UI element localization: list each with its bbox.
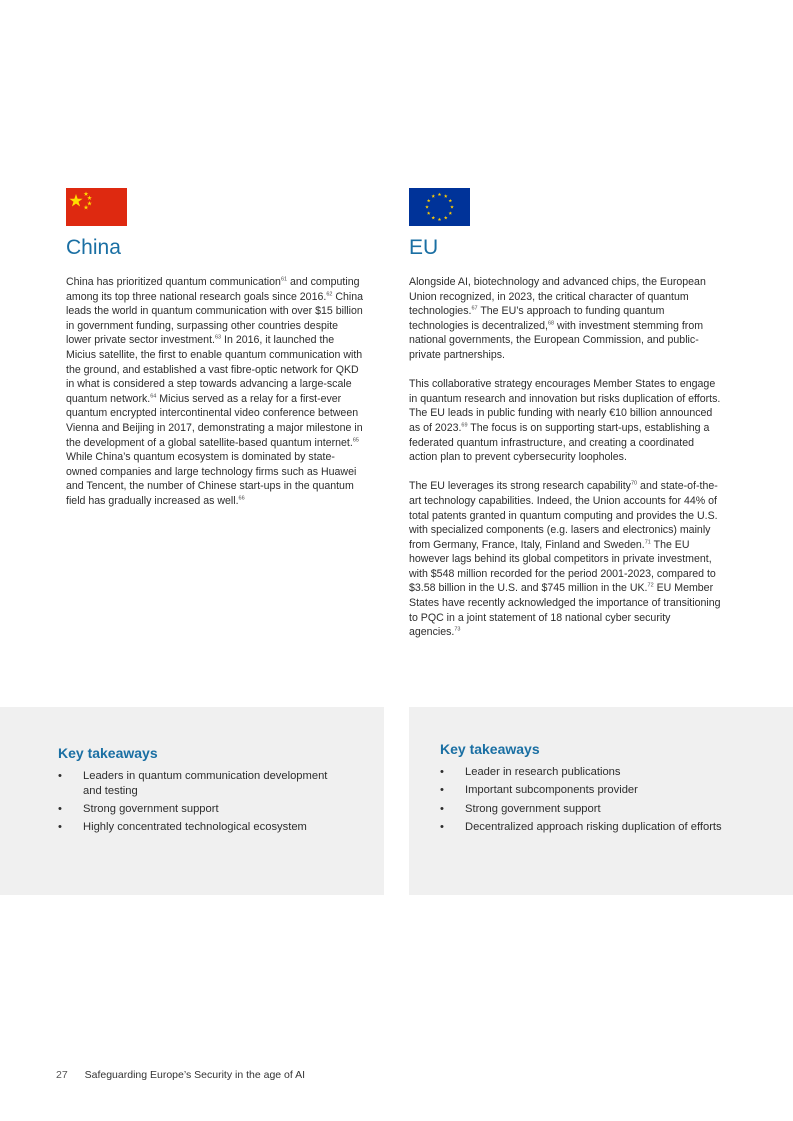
eu-heading: EU	[409, 236, 439, 259]
list-item-text: Important subcomponents provider	[465, 784, 638, 797]
eu-body	[409, 275, 723, 654]
text-run: China has prioritized quantum communication	[66, 276, 281, 288]
text-run: In 2016, it launched the Micius satellite, the first to enable quantum communication with the ground, and established a vast fibre-optic network for QKD in what is considered a step towards advancing a large-scale quantum network.	[66, 334, 363, 405]
bullet-icon: •	[58, 803, 62, 816]
list-item	[440, 783, 740, 798]
footnote-ref: 67	[471, 305, 478, 312]
eu-takeaways-title: Key takeaways	[440, 741, 540, 757]
list-item	[440, 820, 740, 835]
footnote-ref: 65	[352, 437, 359, 443]
footnote-ref: 68	[547, 320, 555, 327]
text-run: The EU however lags behind its global competitors in private investment, with $548 million recorded for the period 2001-2023, compared to $3.58 billion in the U.S. and $745 million in the UK.	[409, 538, 716, 595]
footnote-ref: 73	[454, 626, 461, 633]
footnote-ref: 64	[150, 393, 157, 400]
list-item	[58, 820, 348, 835]
bullet-icon: •	[440, 784, 444, 797]
footnote-ref: 61	[280, 276, 288, 283]
list-item-text: Highly concentrated technological ecosystem	[83, 821, 307, 834]
list-item-text: Strong government support	[465, 802, 601, 815]
text-run: This collaborative strategy encourages Member States to engage in quantum research and innovation but risks duplication of efforts. The EU leads in public funding with nearly €10 billion announced as of 2023.	[409, 378, 721, 434]
china-takeaways-title: Key takeaways	[58, 745, 158, 761]
list-item-text: Strong government support	[83, 803, 219, 816]
eu-flag-icon	[409, 188, 470, 226]
text-run: Micius served as a relay for a first-ever quantum encrypted intercontinental video conference between Vienna and Beijing in 2017, demonstrating a major milestone in the development of a global satellite-based quantum internet.	[66, 392, 363, 449]
china-heading: China	[66, 236, 121, 259]
china-paragraph	[66, 275, 366, 509]
eu-paragraph	[409, 377, 723, 465]
list-item	[58, 769, 348, 799]
bullet-icon: •	[58, 770, 62, 782]
eu-takeaways-list	[440, 765, 740, 838]
list-item-text: Leader in research publications	[465, 766, 621, 778]
china-body	[66, 275, 366, 523]
bullet-icon: •	[440, 802, 444, 815]
bullet-icon: •	[58, 821, 62, 834]
text-run: with investment stemming from national governments, the European Commission, and public-private partnerships.	[409, 319, 704, 361]
footer-title: Safeguarding Europe’s Security in the age of AI	[84, 1069, 306, 1081]
eu-paragraph	[409, 479, 723, 640]
text-run: EU Member States have recently acknowledged the importance of transitioning to PQC in a joint statement of 18 national cyber security agencies.	[409, 582, 721, 639]
list-item-text: Leaders in quantum communication development and testing	[83, 770, 328, 797]
list-item	[440, 765, 740, 780]
page-footer	[56, 1069, 305, 1081]
china-flag-icon	[66, 188, 127, 226]
list-item-text: Decentralized approach risking duplication of efforts	[465, 820, 722, 833]
eu-paragraph	[409, 275, 723, 363]
text-run: Alongside AI, biotechnology and advanced chips, the European Union recognized, in 2023, the critical character of quantum technologies.	[409, 276, 706, 318]
list-item	[440, 802, 740, 817]
footnote-ref: 69	[461, 422, 468, 429]
footnote-ref: 72	[647, 582, 654, 589]
text-run: and state-of-the-art technology capabilities. Indeed, the Union accounts for 44% of total patents granted in quantum computing and provides the U.S. with specialized components (e.g. lasers and electronics) mainly from Germany, France, Italy, Finland and Sweden.	[409, 480, 718, 551]
text-run: and computing among its top three national research goals since 2016.	[66, 276, 360, 303]
bullet-icon: •	[440, 820, 444, 833]
page-number: 27	[56, 1069, 68, 1081]
footnote-ref: 70	[630, 480, 638, 487]
footnote-ref: 63	[214, 334, 222, 341]
text-run: China leads the world in quantum communication with over $15 billion in government funding, surpassing other countries despite lower private sector investment.	[66, 290, 364, 347]
footnote-ref: 62	[326, 291, 333, 298]
bullet-icon: •	[440, 766, 444, 778]
text-run: The focus is on supporting start-ups, establishing a federated quantum infrastructure, and creating a coordinated action plan to prevent cybersecurity loopholes.	[409, 421, 710, 464]
footnote-ref: 66	[238, 495, 245, 502]
text-run: While China’s quantum ecosystem is dominated by state-owned companies and large technology firms such as Huawei and Tencent, the number of Chinese start-ups in the quantum field has gradually increased as well.	[66, 451, 357, 507]
china-takeaways-list	[58, 769, 348, 839]
footnote-ref: 71	[644, 539, 651, 546]
text-run: The EU leverages its strong research capability	[409, 480, 631, 493]
list-item	[58, 802, 348, 817]
text-run: The EU’s approach to funding quantum technologies is decentralized,	[409, 305, 665, 332]
